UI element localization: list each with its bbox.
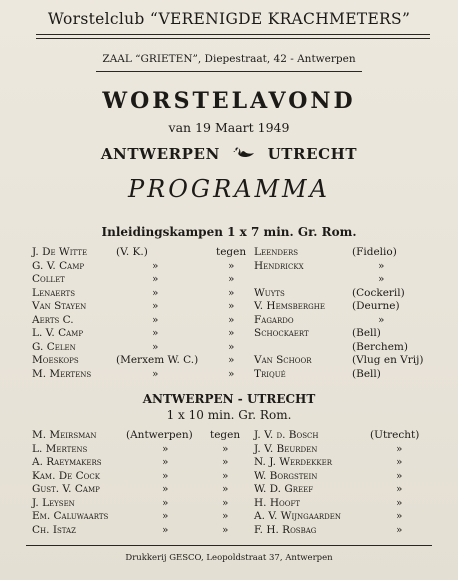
club-a: » <box>162 510 169 522</box>
wrestler-a: L. Mertens <box>32 442 88 455</box>
club-title: Worstelclub “VERENIGDE KRACHMETERS” <box>47 10 411 28</box>
versus: » <box>228 273 235 285</box>
wrestler-a: Van Stayen <box>32 300 87 312</box>
bout-row <box>0 443 458 457</box>
versus: » <box>222 469 229 482</box>
club-b: (Berchem) <box>352 340 408 353</box>
versus: » <box>228 354 235 366</box>
versus: » <box>222 456 229 468</box>
wrestler-b: Fagardo <box>254 313 294 326</box>
versus: » <box>222 442 229 455</box>
wrestler-a: Collet <box>32 273 65 285</box>
bout-row <box>0 246 458 260</box>
club-b: » <box>396 456 403 468</box>
swan-icon <box>232 146 256 160</box>
wrestler-a: L. V. Camp <box>32 327 84 339</box>
club-b: (Cockeril) <box>352 286 405 299</box>
club-b: (Bell) <box>352 367 381 380</box>
wrestler-a: Lenaerts <box>32 286 75 299</box>
teams-line <box>0 145 458 163</box>
club-b: (Deurne) <box>352 300 400 312</box>
club-a: » <box>152 300 159 312</box>
bout-row <box>0 368 458 382</box>
double-rule-top <box>36 34 430 35</box>
versus: tegen <box>216 246 247 258</box>
versus: » <box>228 367 235 380</box>
bout-row <box>0 470 458 484</box>
versus: » <box>228 327 235 339</box>
wrestler-b: Wuyts <box>254 286 285 299</box>
club-b: » <box>378 273 385 285</box>
match-bouts <box>0 429 458 537</box>
wrestler-b: Hendrickx <box>254 259 304 272</box>
venue-rule <box>96 71 362 72</box>
preliminary-heading: Inleidingskampen 1 x 7 min. Gr. Rom. <box>101 225 357 239</box>
versus: » <box>228 340 235 353</box>
club-a: » <box>162 483 169 495</box>
bout-row <box>0 524 458 538</box>
team-away: UTRECHT <box>267 145 358 163</box>
club-a: » <box>152 273 159 285</box>
wrestler-a: M. Meirsman <box>32 429 97 441</box>
wrestler-b: Van Schoor <box>254 354 312 366</box>
wrestler-b: A. V. Wijngaarden <box>254 510 341 522</box>
bout-row <box>0 429 458 443</box>
wrestler-b: H. Hooft <box>254 496 300 509</box>
wrestler-b: Schockaert <box>254 327 309 339</box>
wrestler-b: Triqué <box>254 367 286 380</box>
versus: » <box>228 286 235 299</box>
club-b: » <box>396 469 403 482</box>
bout-row <box>0 341 458 355</box>
club-a: » <box>162 456 169 468</box>
wrestler-a: M. Mertens <box>32 367 92 380</box>
match-heading: ANTWERPEN - UTRECHT <box>142 392 316 406</box>
wrestler-a: J. Leysen <box>32 496 75 509</box>
wrestler-b: Leenders <box>254 246 299 258</box>
club-b: » <box>396 442 403 455</box>
club-a: (V. K.) <box>116 246 148 258</box>
wrestler-b: W. D. Greef <box>254 483 314 495</box>
versus: » <box>222 510 229 522</box>
club-b: (Vlug en Vrij) <box>352 354 424 366</box>
bout-row <box>0 260 458 274</box>
club-b: (Utrecht) <box>370 429 420 441</box>
bout-row <box>0 273 458 287</box>
wrestler-a: G. Celen <box>32 340 76 353</box>
double-rule-bottom <box>36 38 430 39</box>
versus: » <box>228 300 235 312</box>
versus: » <box>228 313 235 326</box>
wrestler-a: J. De Witte <box>32 246 88 258</box>
club-a: » <box>152 367 159 380</box>
bout-row <box>0 287 458 301</box>
bout-row <box>0 510 458 524</box>
club-b: » <box>396 496 403 509</box>
wrestler-b: J. V. Beurden <box>254 442 318 455</box>
club-b: » <box>378 313 385 326</box>
club-a: » <box>152 259 159 272</box>
club-a: » <box>152 327 159 339</box>
bout-row <box>0 354 458 368</box>
club-b: (Bell) <box>352 327 381 339</box>
wrestler-a: A. Raeymakers <box>32 456 102 468</box>
club-a: » <box>152 313 159 326</box>
club-b: » <box>396 510 403 522</box>
wrestler-a: Em. Caluwaarts <box>32 510 109 522</box>
club-a: (Antwerpen) <box>126 429 193 441</box>
club-a: » <box>152 340 159 353</box>
programme-heading: PROGRAMMA <box>128 175 330 203</box>
club-a: » <box>162 523 169 536</box>
club-a: (Merxem W. C.) <box>116 354 199 366</box>
versus: » <box>222 523 229 536</box>
bout-row <box>0 314 458 328</box>
wrestler-a: G. V. Camp <box>32 259 85 272</box>
bout-row <box>0 456 458 470</box>
wrestler-a: Aerts C. <box>32 313 74 326</box>
club-b: » <box>378 259 385 272</box>
club-a: » <box>162 496 169 509</box>
footer-rule <box>26 545 432 546</box>
club-a: » <box>162 469 169 482</box>
wrestler-a: Ch. Istaz <box>32 523 76 536</box>
wrestler-a: Kam. De Cock <box>32 469 100 482</box>
bout-row <box>0 497 458 511</box>
wrestler-a: Moeskops <box>32 354 79 366</box>
venue-line: ZAAL “GRIETEN”, Diepestraat, 42 - Antwerpen <box>102 53 356 65</box>
wrestler-b: V. Hemsberghe <box>254 300 325 312</box>
event-title: WORSTELAVOND <box>102 88 356 114</box>
club-b: (Fidelio) <box>352 246 397 258</box>
versus: » <box>222 483 229 495</box>
bout-row <box>0 300 458 314</box>
wrestler-a: Gust. V. Camp <box>32 483 100 495</box>
preliminary-bouts <box>0 246 458 381</box>
wrestler-b: J. V. d. Bosch <box>254 429 319 441</box>
club-a: » <box>152 286 159 299</box>
bout-row <box>0 483 458 497</box>
wrestler-b: W. Borgstein <box>254 469 318 482</box>
versus: » <box>228 259 235 272</box>
club-b: » <box>396 523 403 536</box>
printer-credit: Drukkerij GESCO, Leopoldstraat 37, Antwerpen <box>125 553 333 563</box>
event-date: van 19 Maart 1949 <box>168 120 290 135</box>
team-home: ANTWERPEN <box>100 145 220 163</box>
wrestler-b: F. H. Rosbag <box>254 523 317 536</box>
wrestler-b: N. J. Werdekker <box>254 456 332 468</box>
versus: » <box>222 496 229 509</box>
club-a: » <box>162 442 169 455</box>
bout-row <box>0 327 458 341</box>
club-b: » <box>396 483 403 495</box>
match-subheading: 1 x 10 min. Gr. Rom. <box>166 408 292 422</box>
versus: tegen <box>210 429 241 441</box>
